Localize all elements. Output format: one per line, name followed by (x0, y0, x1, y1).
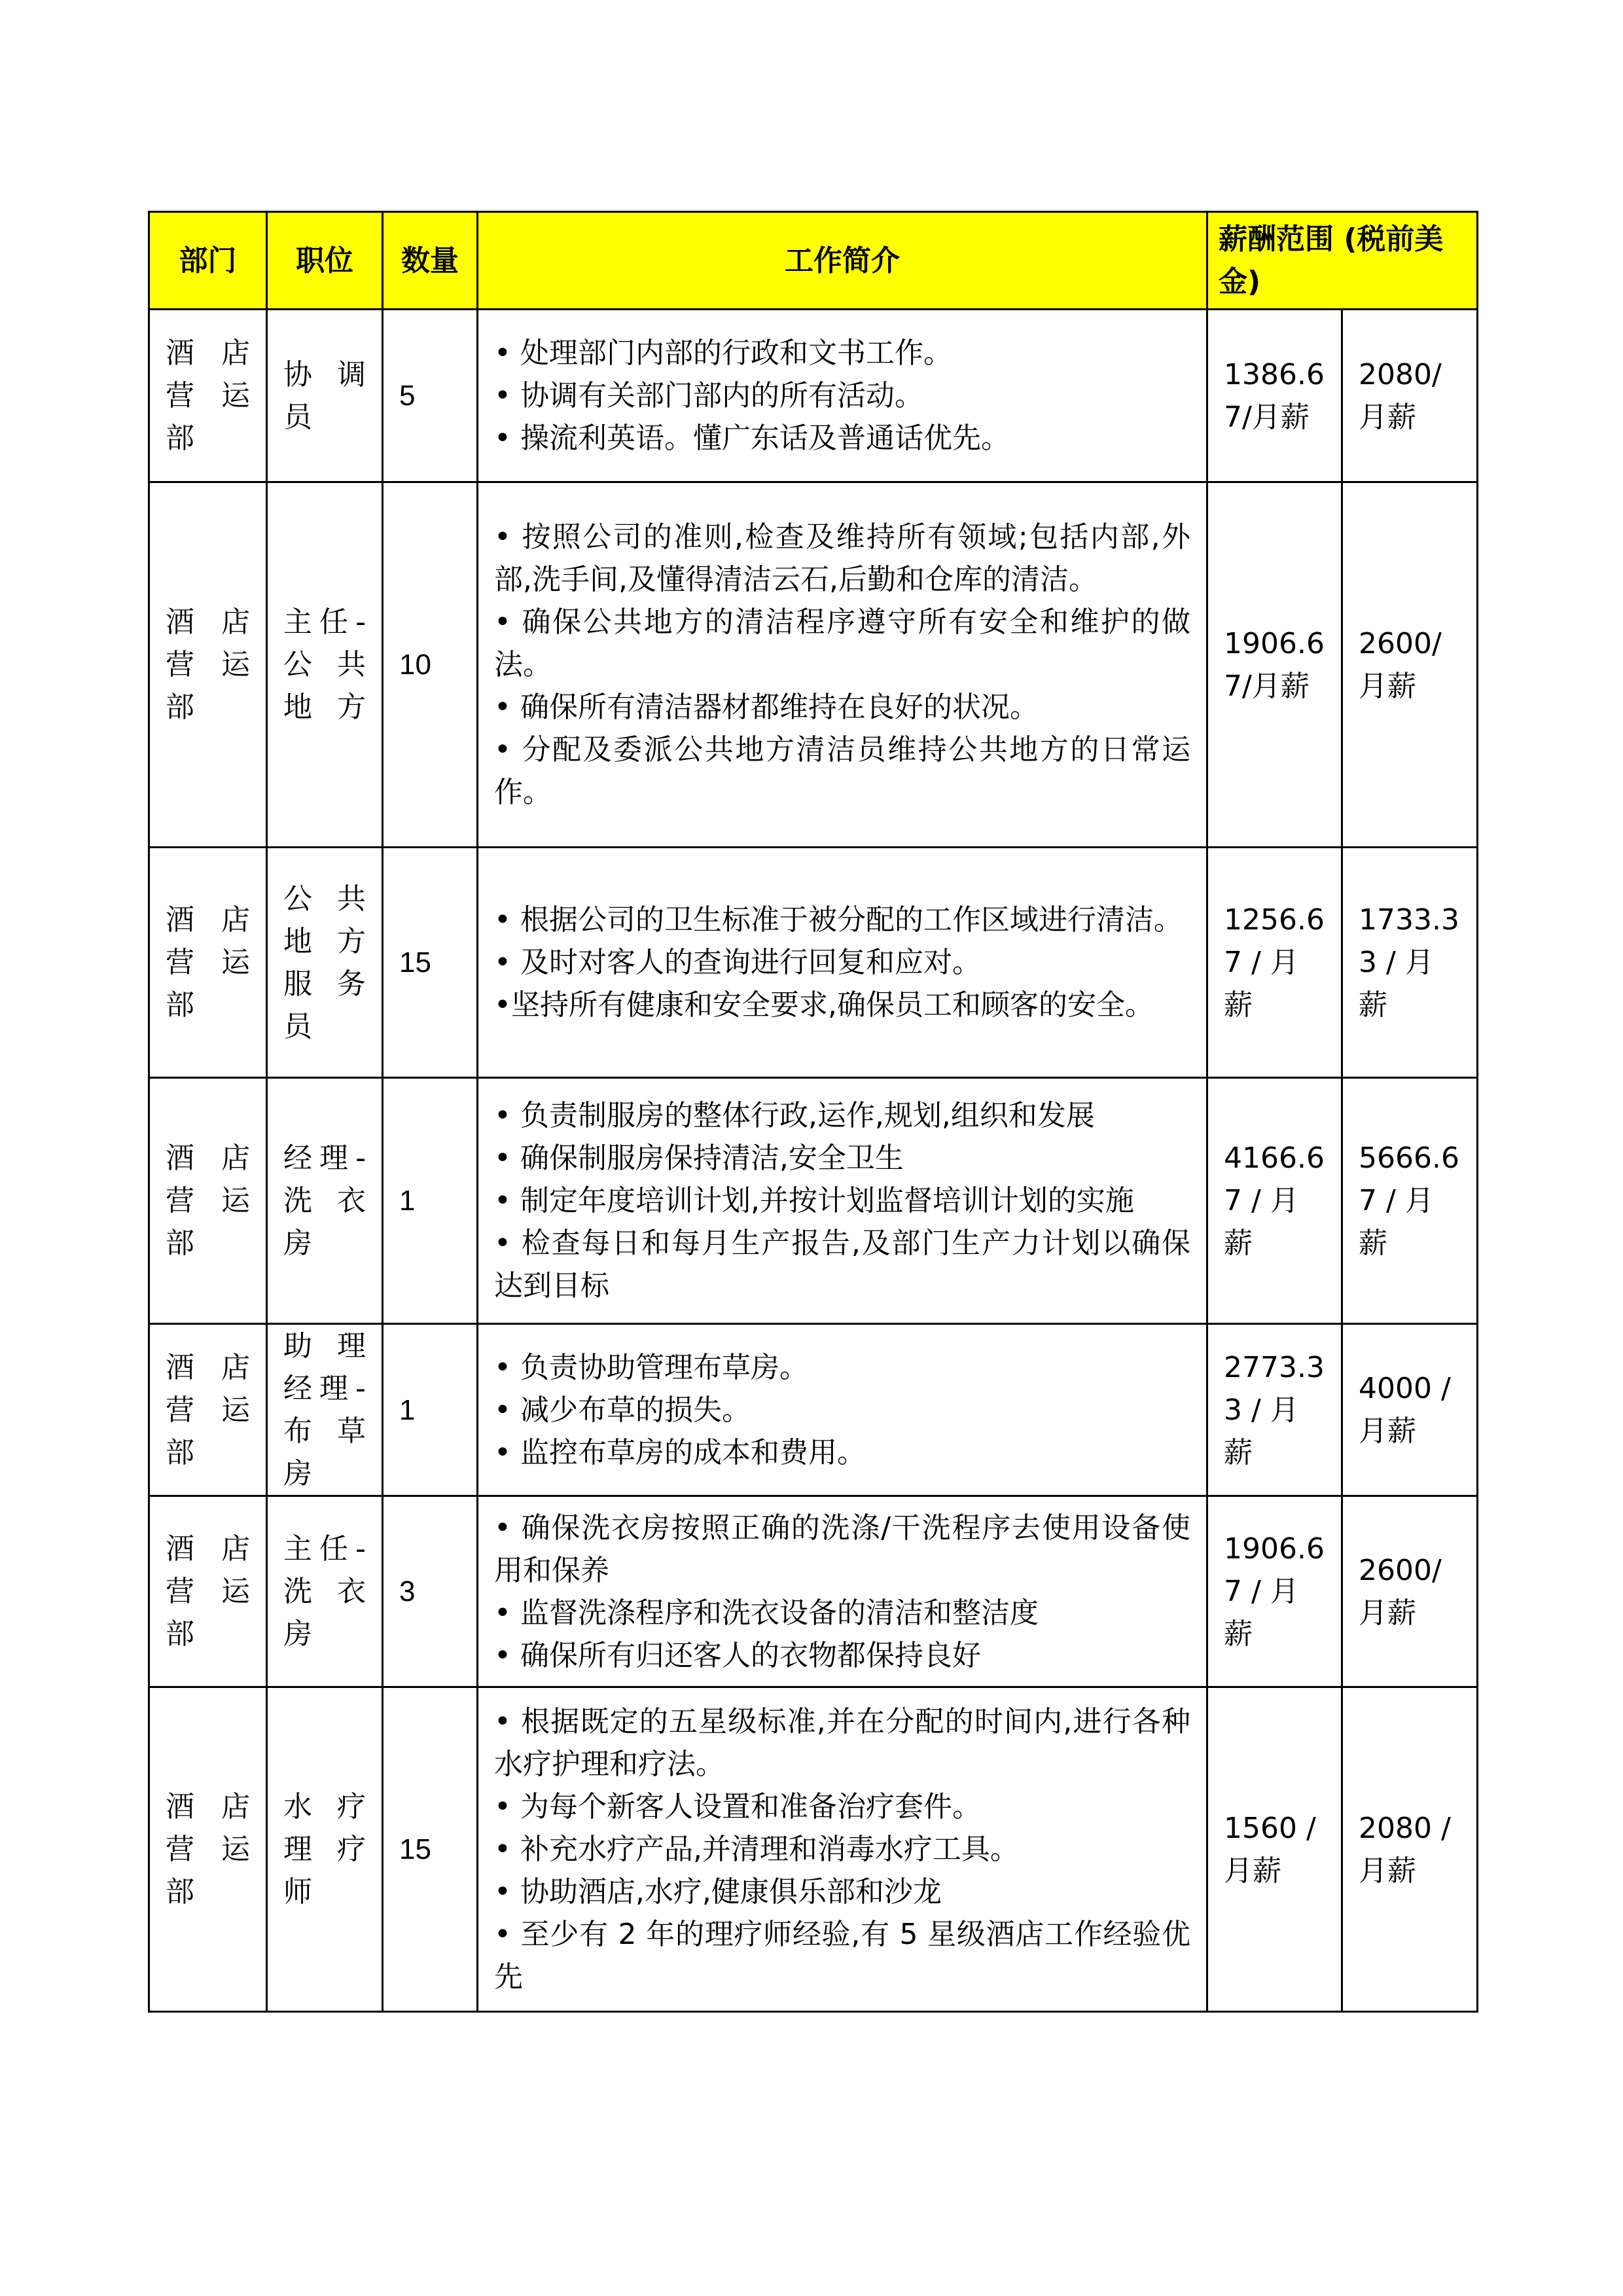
dept-cell: 酒店营运部 (149, 310, 267, 482)
quantity-cell: 3 (383, 1496, 478, 1687)
description-item: • 补充水疗产品,并清理和消毒水疗工具。 (494, 1833, 1019, 1866)
description-item: • 至少有 2 年的理疗师经验,有 5 星级酒店工作经验优先 (494, 1918, 1190, 1994)
table-row (149, 1687, 1478, 2012)
description-item: • 为每个新客人设置和准备治疗套件。 (494, 1790, 981, 1823)
header-position: 职位 (267, 212, 383, 310)
description-item: • 检查每日和每月生产报告,及部门生产力计划以确保达到目标 (494, 1227, 1190, 1302)
quantity-cell: 5 (383, 310, 478, 482)
header-salary: 薪酬范围 (税前美金) (1207, 212, 1478, 310)
description-item: • 确保洗衣房按照正确的洗涤/干洗程序去使用设备使用和保养 (494, 1511, 1190, 1587)
description-item: • 确保制服房保持清洁,安全卫生 (494, 1141, 904, 1175)
table-row (149, 1078, 1478, 1324)
description-cell (478, 1496, 1207, 1687)
description-item: • 处理部门内部的行政和文书工作。 (494, 336, 952, 370)
quantity-cell: 1 (383, 1324, 478, 1496)
description-item: • 确保所有清洁器材都维持在良好的状况。 (494, 691, 1039, 724)
description-cell (478, 1324, 1207, 1496)
salary-max-cell: 2600/月薪 (1342, 482, 1478, 848)
header-dept: 部门 (149, 212, 267, 310)
table-row (149, 848, 1478, 1078)
job-table (148, 211, 1478, 2013)
description-item: • 确保公共地方的清洁程序遵守所有安全和维护的做法。 (494, 605, 1190, 681)
description-cell (478, 1078, 1207, 1324)
description-item: • 分配及委派公共地方清洁员维持公共地方的日常运作。 (494, 733, 1190, 809)
table-header-row (149, 212, 1478, 310)
description-item: • 负责协助管理布草房。 (494, 1350, 808, 1384)
header-quantity: 数量 (383, 212, 478, 310)
salary-min-cell: 1560 / 月薪 (1207, 1687, 1342, 2012)
description-item: • 确保所有归还客人的衣物都保持良好 (494, 1638, 981, 1672)
position-cell: 主任-公共地方 (267, 482, 383, 848)
position-cell: 水疗理疗师 (267, 1687, 383, 2012)
description-item: • 按照公司的准则,检查及维持所有领域;包括内部,外部,洗手间,及懂得清洁云石,后勤和仓库的清洁。 (494, 520, 1190, 596)
position-cell: 助理经理-布草房 (267, 1324, 383, 1496)
description-item: • 根据既定的五星级标准,并在分配的时间内,进行各种水疗护理和疗法。 (494, 1705, 1190, 1781)
table-row (149, 1496, 1478, 1687)
description-cell (478, 1687, 1207, 2012)
position-cell: 协调员 (267, 310, 383, 482)
dept-cell: 酒店营运部 (149, 848, 267, 1078)
description-item: • 协助酒店,水疗,健康俱乐部和沙龙 (494, 1875, 942, 1909)
dept-cell: 酒店营运部 (149, 1078, 267, 1324)
description-item: • 负责制服房的整体行政,运作,规划,组织和发展 (494, 1099, 1095, 1132)
position-cell: 经理-洗衣房 (267, 1078, 383, 1324)
salary-max-cell: 5666.67 / 月薪 (1342, 1078, 1478, 1324)
salary-min-cell: 1386.67/月薪 (1207, 310, 1342, 482)
salary-min-cell: 1906.67 / 月薪 (1207, 1496, 1342, 1687)
dept-cell: 酒店营运部 (149, 1496, 267, 1687)
position-cell: 公共地方服务员 (267, 848, 383, 1078)
quantity-cell: 1 (383, 1078, 478, 1324)
description-item: • 根据公司的卫生标准于被分配的工作区域进行清洁。 (494, 903, 1183, 937)
salary-max-cell: 4000 / 月薪 (1342, 1324, 1478, 1496)
description-item: • 监控布草房的成本和费用。 (494, 1435, 866, 1469)
position-cell: 主任-洗衣房 (267, 1496, 383, 1687)
salary-max-cell: 2080 / 月薪 (1342, 1687, 1478, 2012)
header-description: 工作简介 (478, 212, 1207, 310)
table-body (149, 310, 1478, 2012)
description-cell (478, 310, 1207, 482)
salary-max-cell: 2600/月薪 (1342, 1496, 1478, 1687)
quantity-cell: 10 (383, 482, 478, 848)
salary-min-cell: 4166.67 / 月薪 (1207, 1078, 1342, 1324)
description-item: • 协调有关部门部内的所有活动。 (494, 379, 923, 412)
salary-min-cell: 1906.67/月薪 (1207, 482, 1342, 848)
salary-min-cell: 1256.67 / 月薪 (1207, 848, 1342, 1078)
salary-max-cell: 1733.33 / 月薪 (1342, 848, 1478, 1078)
table-row (149, 482, 1478, 848)
salary-max-cell: 2080/月薪 (1342, 310, 1478, 482)
quantity-cell: 15 (383, 848, 478, 1078)
table-row (149, 310, 1478, 482)
dept-cell: 酒店营运部 (149, 482, 267, 848)
description-cell (478, 848, 1207, 1078)
table-row (149, 1324, 1478, 1496)
dept-cell: 酒店营运部 (149, 1687, 267, 2012)
salary-min-cell: 2773.33 / 月薪 (1207, 1324, 1342, 1496)
description-item: • 及时对客人的查询进行回复和应对。 (494, 946, 981, 979)
quantity-cell: 15 (383, 1687, 478, 2012)
dept-cell: 酒店营运部 (149, 1324, 267, 1496)
description-item: • 操流利英语。懂广东话及普通话优先。 (494, 422, 1010, 455)
description-item: • 制定年度培训计划,并按计划监督培训计划的实施 (494, 1184, 1134, 1217)
description-item: • 监督洗涤程序和洗衣设备的清洁和整洁度 (494, 1596, 1039, 1630)
description-item: • 减少布草的损失。 (494, 1393, 751, 1427)
description-item: •坚持所有健康和安全要求,确保员工和顾客的安全。 (494, 988, 1154, 1022)
description-cell (478, 482, 1207, 848)
